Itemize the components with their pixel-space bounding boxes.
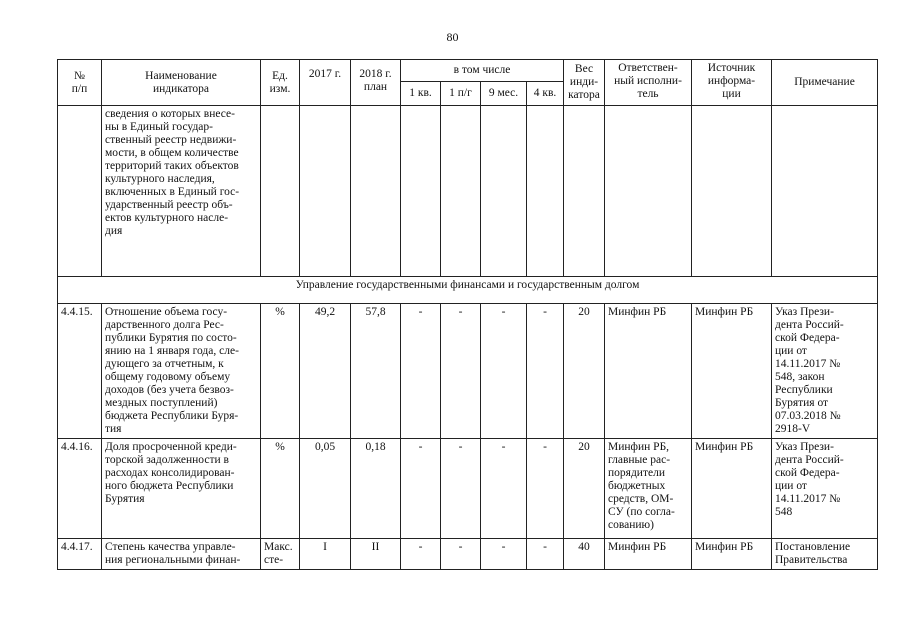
row-note: Указ Прези- дента Россий- ской Федера- ции от 14.11.2017 № 548, закон Республики Бурятия от 07.03.2018 № 2918-V xyxy=(772,304,878,439)
page-number: 80 xyxy=(446,30,459,44)
header-h1: 1 п/г xyxy=(441,82,481,106)
header-9m: 9 мес. xyxy=(481,82,527,106)
header-name: Наименование индикатора xyxy=(102,60,261,106)
row-2017: I xyxy=(300,539,351,570)
header-2017: 2017 г. xyxy=(300,60,351,106)
row-source: Минфин РБ xyxy=(692,539,772,570)
row-2017: 49,2 xyxy=(300,304,351,439)
indicator-table xyxy=(57,59,878,570)
row-q4: - xyxy=(527,439,564,539)
table-header xyxy=(58,60,878,106)
row-2018: 0,18 xyxy=(351,439,401,539)
row-responsible: Минфин РБ xyxy=(605,304,692,439)
row-h1: - xyxy=(441,539,481,570)
row-weight: 20 xyxy=(564,439,605,539)
header-unit: Ед. изм. xyxy=(261,60,300,106)
row-weight: 20 xyxy=(564,304,605,439)
row-2018: 57,8 xyxy=(351,304,401,439)
table-row xyxy=(58,539,878,570)
row-q1: - xyxy=(401,539,441,570)
header-num: № п/п xyxy=(58,60,102,106)
header-source: Источник информа- ции xyxy=(692,60,772,106)
header-q1: 1 кв. xyxy=(401,82,441,106)
row-9m: - xyxy=(481,439,527,539)
header-note: Примечание xyxy=(772,60,878,106)
header-q4: 4 кв. xyxy=(527,82,564,106)
continuation-name: сведения о которых внесе- ны в Единый государ- ственный реестр недвижи- мости, в общем количестве территорий таких объектов культурного наследия, включенных в Единый гос- ударственный реестр объ- ектов культурного насле- дия xyxy=(102,106,261,277)
row-2017: 0,05 xyxy=(300,439,351,539)
row-9m: - xyxy=(481,539,527,570)
row-source: Минфин РБ xyxy=(692,304,772,439)
continuation-row xyxy=(58,106,878,277)
header-2018-plan: 2018 г. план xyxy=(351,60,401,106)
row-responsible: Минфин РБ xyxy=(605,539,692,570)
row-2018: II xyxy=(351,539,401,570)
row-source: Минфин РБ xyxy=(692,439,772,539)
row-q4: - xyxy=(527,304,564,439)
row-unit: Макс. сте- xyxy=(261,539,300,570)
section-row xyxy=(58,277,878,304)
row-9m: - xyxy=(481,304,527,439)
header-weight: Вес инди- катора xyxy=(564,60,605,106)
row-name: Доля просроченной креди- торской задолженности в расходах консолидирован- ного бюджета Республики Бурятия xyxy=(102,439,261,539)
row-num: 4.4.15. xyxy=(58,304,102,439)
row-q1: - xyxy=(401,304,441,439)
table-row xyxy=(58,439,878,539)
row-name: Отношение объема госу- дарственного долга Рес- публики Бурятия по состо- янию на 1 января года, сле- дующего за отчетным, к общему годовому объему доходов (без учета безвоз- мездных поступлений) бюджета Республики Буря- тия xyxy=(102,304,261,439)
row-num: 4.4.17. xyxy=(58,539,102,570)
row-note: Указ Прези- дента Россий- ской Федера- ции от 14.11.2017 № 548 xyxy=(772,439,878,539)
row-h1: - xyxy=(441,439,481,539)
row-weight: 40 xyxy=(564,539,605,570)
row-name: Степень качества управле- ния региональными финан- xyxy=(102,539,261,570)
row-responsible: Минфин РБ, главные рас- порядители бюджетных средств, ОМ- СУ (по согла- сованию) xyxy=(605,439,692,539)
header-including: в том числе xyxy=(401,60,564,82)
row-note: Постановление Правительства xyxy=(772,539,878,570)
row-unit: % xyxy=(261,304,300,439)
row-q4: - xyxy=(527,539,564,570)
row-unit: % xyxy=(261,439,300,539)
header-responsible: Ответствен- ный исполни- тель xyxy=(605,60,692,106)
row-h1: - xyxy=(441,304,481,439)
row-q1: - xyxy=(401,439,441,539)
row-num: 4.4.16. xyxy=(58,439,102,539)
table-row xyxy=(58,304,878,439)
section-title: Управление государственными финансами и государственным долгом xyxy=(58,277,878,304)
